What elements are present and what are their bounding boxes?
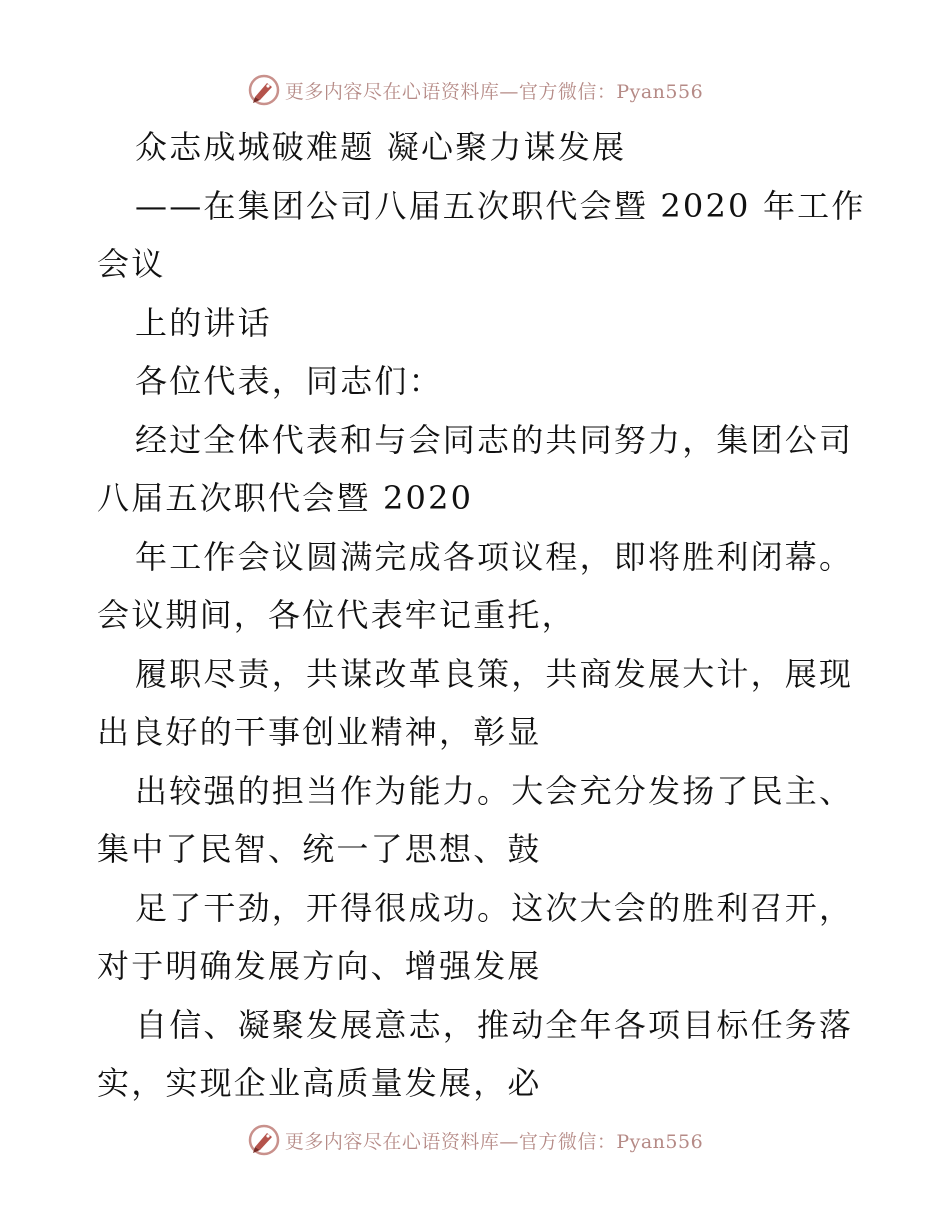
document-line: 出良好的干事创业精神，彰显 bbox=[97, 713, 542, 751]
document-line: 会议 bbox=[97, 245, 166, 283]
pen-logo-icon bbox=[247, 1123, 281, 1157]
document-line: 集中了民智、统一了思想、鼓 bbox=[97, 830, 542, 868]
document-line: 各位代表，同志们： bbox=[135, 362, 443, 400]
document-line: 足了干劲，开得很成功。这次大会的胜利召开， bbox=[135, 888, 854, 927]
footer-watermark bbox=[0, 1120, 950, 1160]
document-line: 经过全体代表和与会同志的共同努力，集团公司 bbox=[135, 420, 854, 459]
watermark-text: 更多内容尽在心语资料库—官方微信：Pyan556 bbox=[284, 80, 704, 103]
document-line: 众志成城破难题 凝心聚力谋发展 bbox=[135, 128, 627, 166]
document-line: 履职尽责，共谋改革良策，共商发展大计，展现 bbox=[135, 654, 854, 693]
document-line: 年工作会议圆满完成各项议程，即将胜利闭幕。 bbox=[135, 537, 854, 576]
document-body bbox=[97, 118, 867, 1113]
header-watermark bbox=[0, 70, 950, 110]
document-line: 自信、凝聚发展意志，推动全年各项目标任务落 bbox=[135, 1005, 854, 1044]
document-line: ——在集团公司八届五次职代会暨 2020 年工作 bbox=[135, 186, 866, 225]
document-line: 八届五次职代会暨 2020 bbox=[97, 479, 474, 517]
document-line: 实，实现企业高质量发展，必 bbox=[97, 1064, 542, 1102]
watermark-text: 更多内容尽在心语资料库—官方微信：Pyan556 bbox=[284, 1130, 704, 1153]
document-line: 出较强的担当作为能力。大会充分发扬了民主、 bbox=[135, 771, 854, 810]
document-line: 对于明确发展方向、增强发展 bbox=[97, 947, 542, 985]
document-line: 上的讲话 bbox=[135, 303, 272, 342]
document-line: 会议期间，各位代表牢记重托， bbox=[97, 596, 576, 634]
pen-logo-icon bbox=[247, 73, 281, 107]
